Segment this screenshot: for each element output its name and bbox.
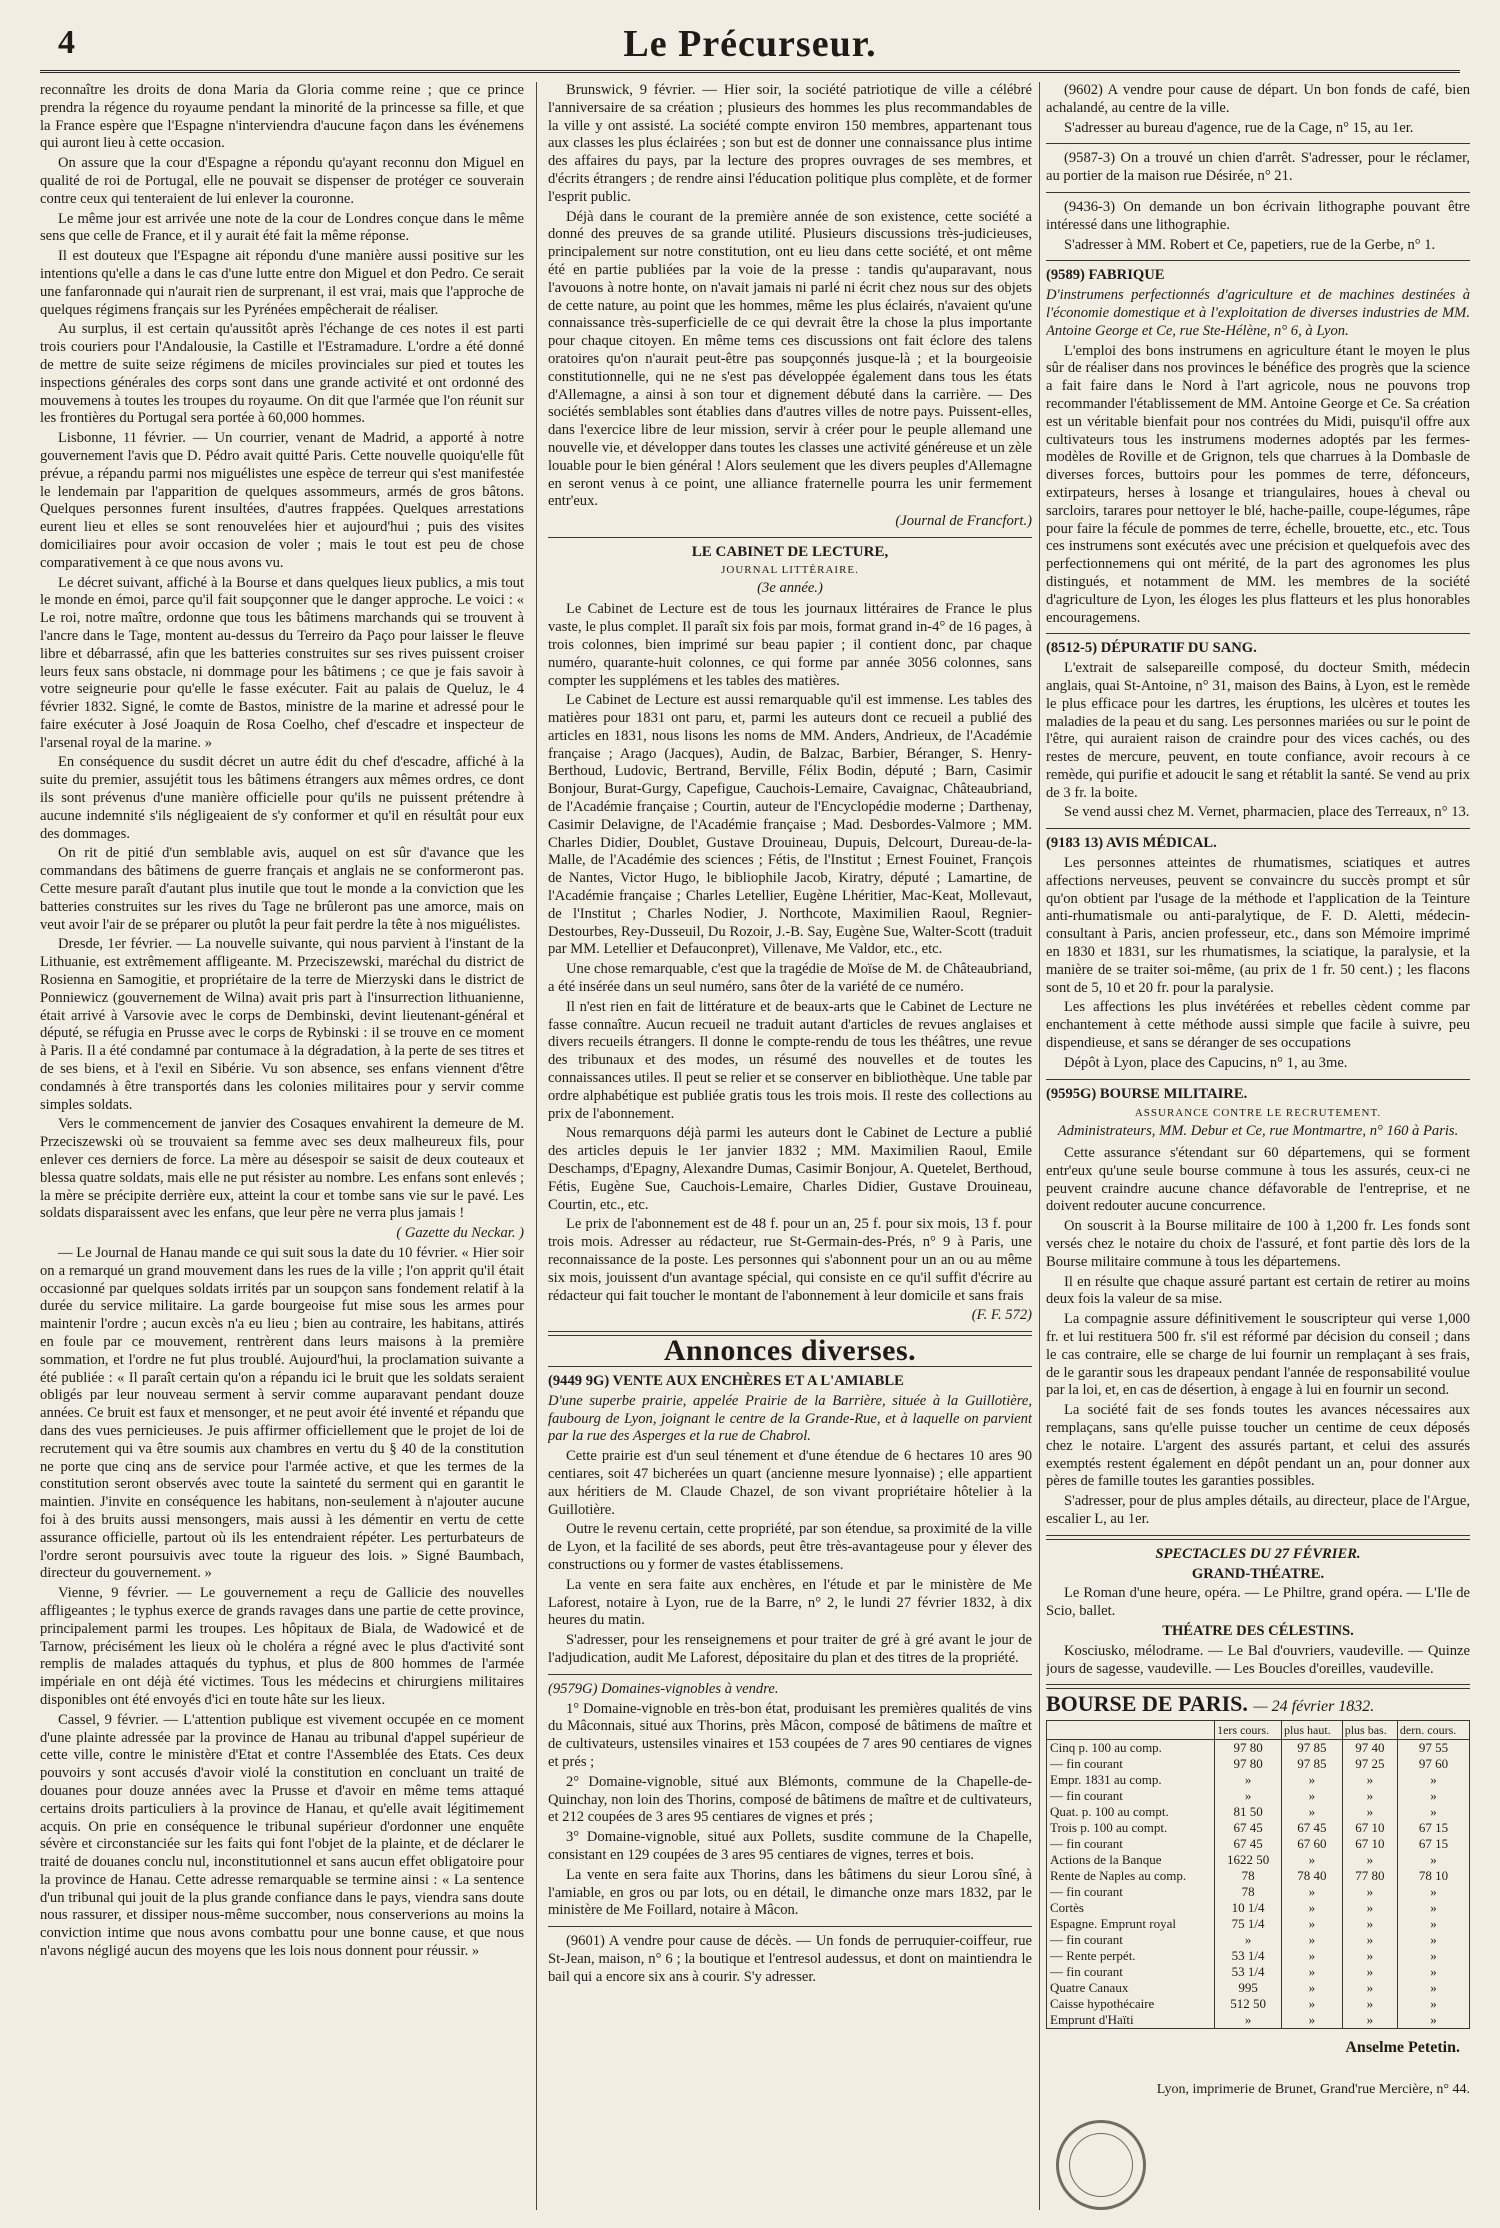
section-divider — [548, 1674, 1032, 1675]
section-divider — [548, 1926, 1032, 1927]
security-name: — fin courant — [1047, 1756, 1215, 1772]
table-row — [1047, 1756, 1470, 1772]
price-cell: » — [1342, 1980, 1397, 1996]
price-cell: » — [1397, 1916, 1469, 1932]
price-cell: 67 15 — [1397, 1836, 1469, 1852]
security-name: Caisse hypothécaire — [1047, 1996, 1215, 2012]
ad-paragraph: S'adresser à MM. Robert et Ce, papetiers, rue de la Gerbe, n° 1. — [1064, 236, 1436, 253]
price-cell: » — [1397, 1852, 1469, 1868]
price-cell: » — [1282, 1772, 1343, 1788]
table-row — [1047, 1868, 1470, 1884]
news-vienne: Vienne, 9 février. — Le gouvernement a reçu de Gallicie des nouvelles affligeantes ; le typhus exerce de grands ravages dans une partie de cette province, principalement parmi les troupes. Les hôpitaux de Biala, de Wadowicé et de Tarnow, précisément les lieux où le choléra a régné avec le plus d'activité sont remplis de malades attaqués du typhus, et plus de 800 hommes de l'armée impériale en ont déjà été victimes. Tous les médecins et chirurgiens militaires disponibles ont été envoyés d'ici en toute hâte sur les lieux. — [40, 1585, 524, 1708]
price-cell: 78 — [1215, 1868, 1282, 1884]
ad-subheading: D'instrumens perfectionnés d'agriculture et de machines destinées à l'économie domestique et à l'exploitation de diverses industries de MM. Antoine George et Ce, rue Ste-Hélène, n° 6, à Lyon. — [1046, 287, 1470, 339]
ad-paragraph: 3° Domaine-vignoble, situé aux Pollets, susdite commune de la Chapelle, consistant en 129 coupées de 3 ares 95 centiares de vignes, terres et bois. — [548, 1829, 1032, 1863]
price-cell: 67 45 — [1215, 1836, 1282, 1852]
table-header-row — [1047, 1721, 1470, 1740]
table-row — [1047, 1884, 1470, 1900]
column-1 — [40, 82, 524, 2210]
price-cell: » — [1397, 1804, 1469, 1820]
price-cell: 67 10 — [1342, 1836, 1397, 1852]
table-row — [1047, 1996, 1470, 2012]
security-name: — fin courant — [1047, 1932, 1215, 1948]
price-cell: » — [1342, 1996, 1397, 2012]
table-row — [1047, 1932, 1470, 1948]
grand-theatre-program: Le Roman d'une heure, opéra. — Le Philtre, grand opéra. — L'Ile de Scio, ballet. — [1046, 1585, 1470, 1620]
security-name: Quatre Canaux — [1047, 1980, 1215, 1996]
price-cell: » — [1342, 1804, 1397, 1820]
security-name: Trois p. 100 au compt. — [1047, 1820, 1215, 1836]
column-rule — [1039, 82, 1040, 2210]
security-name: Cortès — [1047, 1900, 1215, 1916]
masthead-title: Le Précurseur. — [623, 23, 877, 65]
section-divider — [548, 537, 1032, 538]
price-cell: 67 60 — [1282, 1836, 1343, 1852]
price-cell: » — [1397, 1980, 1469, 1996]
price-cell: » — [1282, 1884, 1343, 1900]
table-row — [1047, 1820, 1470, 1836]
ad-paragraph: Les personnes atteintes de rhumatismes, sciatiques et autres affections nerveuses, peuvent se convaincre du succès prompt et sûr qu'on obtient par l'usage de la méthode et l'application de la Teinture anti-rhumatismale ou anti-paralytique, de F. D. Aletti, médecin-consultant à Paris, ancien professeur, etc., dans son Mémoire imprimé en 1830 et 1831, sur les rhumatismes, la sciatique, la paralysie, et la manière de se traiter soi-même, (au prix de 1 fr. 50 cent.) ; les flacons sont de 5, 10 et 20 fr. pour la paralysie. — [1046, 855, 1470, 996]
price-cell: » — [1282, 1964, 1343, 1980]
price-cell: 97 85 — [1282, 1740, 1343, 1757]
ad-paragraph: S'adresser, pour les renseignemens et pour traiter de gré à gré avant le jour de l'adjudication, audit Me Laforest, dépositaire du plan et des titres de la propriété. — [548, 1632, 1032, 1666]
page-header — [40, 18, 1460, 73]
ad-paragraph: Les affections les plus invétérées et rebelles cèdent comme par enchantement à cette méthode aussi simple que facile à suivre, peu dispendieuse, et sans se déranger de ses occupations — [1046, 999, 1470, 1052]
price-cell: » — [1282, 1852, 1343, 1868]
price-cell: » — [1397, 1932, 1469, 1948]
bourse-date: — 24 février 1832. — [1253, 1698, 1375, 1716]
ad-heading: (9595G) BOURSE MILITAIRE. — [1046, 1085, 1248, 1102]
ad-subheading: D'une superbe prairie, appelée Prairie de la Barrière, située à la Guillotière, faubourg de Lyon, joignant le centre de la Grande-Rue, et à laquelle on parvient par la rue des Asperges et la rue de Chabrol. — [548, 1392, 1032, 1445]
table-row — [1047, 1772, 1470, 1788]
section-divider — [1046, 260, 1470, 261]
article-paragraph: Le même jour est arrivée une note de la cour de Londres conçue dans le même sens que celle de France, et il y aurait été fait la même réponse. — [40, 210, 524, 245]
table-row — [1047, 1740, 1470, 1757]
price-cell: » — [1397, 1884, 1469, 1900]
ad-paragraph: Nous remarquons déjà parmi les auteurs dont le Cabinet de Lecture a publié des articles depuis le 1er janvier 1832 ; MM. Maximilien Raoul, Emile Deschamps, d'Epagny, Alexandre Dumas, Casimir Bonjour, A. Quetelet, Berthoud, Fétis, Eugène Sue, Cauchois-Lemaire, Charles Didier, Gustave Drouineau, Courtin, etc., etc. — [548, 1125, 1032, 1213]
grand-theatre-title: GRAND-THÉATRE. — [1191, 1565, 1325, 1582]
price-cell: » — [1342, 1852, 1397, 1868]
ad-heading: (9589) FABRIQUE — [1046, 267, 1165, 284]
celestins-program: Kosciusko, mélodrame. — Le Bal d'ouvriers, vaudeville. — Quinze jours de sagesse, vaudeville. — Les Boucles d'oreilles, vaudeville. — [1046, 1642, 1470, 1677]
price-cell: 67 45 — [1215, 1820, 1282, 1836]
price-cell: » — [1215, 1788, 1282, 1804]
ad-subheading: Administrateurs, MM. Debur et Ce, rue Montmartre, n° 160 à Paris. — [1057, 1123, 1459, 1140]
section-divider — [1046, 1535, 1470, 1540]
table-row — [1047, 1916, 1470, 1932]
price-cell: » — [1342, 1964, 1397, 1980]
security-name: — fin courant — [1047, 1836, 1215, 1852]
price-cell: » — [1282, 1980, 1343, 1996]
price-cell: » — [1342, 1916, 1397, 1932]
ad-heading: (9183 13) AVIS MÉDICAL. — [1046, 835, 1217, 852]
price-cell: 67 10 — [1342, 1820, 1397, 1836]
ad-paragraph: Le Cabinet de Lecture est aussi remarquable qu'il est immense. Les tables des matières pour 1831 ont paru, et, parmi les auteurs dont ce recueil a publié des articles en 1831, nous lisons les noms de MM. Anders, Andrieux, de l'Académie française ; Arago (Jacques), Audin, de Balzac, Barbier, Béranger, S. Henry-Berthoud, Ludovic, Bertrand, Berville, Félix Bodin, député ; Barn, Casimir Bonjour, Burat-Gurgy, Capefigue, Cauchois-Lemaire, Cavaignac, Châteaubriand, de l'Académie française ; Courtin, auteur de l'Encyclopédie moderne ; Darthenay, Casimir Delavigne, de l'Académie française ; Mad. Desbordes-Valmore ; MM. Charles Didier, Doublet, Gustave Drouineau, Dupuis, Delcourt, Dureau-de-la-Malle, de l'Académie des sciences ; Fétis, de l'Institut ; Ernest Fouinet, François de Nantes, Victor Hugo, le bibliophile Jacob, Kiratry, député ; Lamartine, de l'Académie française ; Charles Letellier, Eugène Lhéritier, Mac-Keat, Mollevaut, de l'Institut ; Charles Nodier, J. Northcote, Maximilien Raoul, Regnier-Destourbes, Rey-Dusseuil, Du Rozoir, J.-B. Say, Eugène Sue, Walter-Scott (traduit par MM. Letellier et Defauconpret), Villenave, Me Valdor, etc., etc. — [548, 692, 1032, 958]
section-divider — [1046, 633, 1470, 634]
table-row — [1047, 1964, 1470, 1980]
bourse-title-text: BOURSE DE PARIS. — [1046, 1691, 1248, 1717]
article-paragraph: Il est douteux que l'Espagne ait répondu d'une manière aussi positive sur les intentions qu'elle a dans le cas d'une lutte entre don Miguel et don Pedro. Ce serait une fanfaronnade qui n'aurait rien de surprenant, il est vrai, mais que l'approche de quelques régimens français sur les Pyrénées empêcherait de réaliser. — [40, 248, 524, 318]
ad-paragraph: On souscrit à la Bourse militaire de 100 à 1,200 fr. Les fonds sont versés chez le notaire du choix de l'assuré, et font partie dès lors de la Bourse militaire commune à tous les départemens. — [1046, 1218, 1470, 1270]
printer-imprint: Lyon, imprimerie de Brunet, Grand'rue Mercière, n° 44. — [1156, 2081, 1470, 2097]
ad-paragraph: Le Cabinet de Lecture est de tous les journaux littéraires de France le plus vaste, le plus complet. Il paraît six fois par mois, format grand in-4° de 16 pages, à trois colonnes, bien imprimé sur beau papier ; il contient donc, par chaque numéro, quarante-huit colonnes, ce qui forme par année 3056 colonnes, sans compter les supplémens et les tables des matières. — [548, 601, 1032, 689]
news-lisbonne: Lisbonne, 11 février. — Un courrier, venant de Madrid, a apporté à notre gouvernement l'avis que D. Pédro avait quitté Paris. Cette nouvelle quoiqu'elle fût prévue, a répandu parmi nos miguélistes une espèce de terreur qui s'est manifestée le lendemain par l'apparition de quelques assommeurs, armés de gros bâtons. Quelques personnes furent insultées, d'autres frappées. Quelques arrestations eurent lieu et elles se sont renouvelées hier et aujourd'hui ; puis des visites domiciliaires pour avoir occasion de voler ; mais le tout est peu de chose comparativement à ce que nous avons vu. — [40, 430, 524, 571]
section-divider — [1046, 1079, 1470, 1080]
article-paragraph: reconnaître les droits de dona Maria da Gloria comme reine ; que ce prince prendra la régence du royaume pendant la minorité de la princesse sa fille, et que la France espère que l'Espagne n'interviendra d'aucune façon dans les événemens qui auront lieu à cette occasion. — [40, 82, 524, 152]
price-cell: 512 50 — [1215, 1996, 1282, 2012]
ad-paragraph: 2° Domaine-vignoble, situé aux Blémonts, commune de la Chapelle-de-Quinchay, non loin des Thorins, composé de bâtimens de maître et de cultivateurs, et 212 coupées de 3 ares 95 centiares de vignes et prés ; — [548, 1773, 1032, 1826]
table-row — [1047, 1836, 1470, 1852]
price-cell: 77 80 — [1342, 1868, 1397, 1884]
price-cell: » — [1397, 1964, 1469, 1980]
price-cell: 97 55 — [1397, 1740, 1469, 1757]
ad-heading: (8512-5) DÉPURATIF DU SANG. — [1046, 640, 1257, 657]
price-cell: » — [1342, 1884, 1397, 1900]
price-cell: » — [1397, 1900, 1469, 1916]
price-cell: » — [1282, 1932, 1343, 1948]
article-paragraph: En conséquence du susdit décret un autre édit du chef d'escadre, affiché à la suite du premier, assujétit tous les bâtimens étrangers aux mêmes ordres, ce dont ils sont prévenus d'une manière officielle pour qu'ils ne puissent prétendre à aucune indemnité s'ils négligeaient de s'y conformer et qu'il en résultât pour eux des dommages. — [40, 754, 524, 842]
price-cell: » — [1397, 1948, 1469, 1964]
price-cell: » — [1215, 1772, 1282, 1788]
price-cell: 81 50 — [1215, 1804, 1282, 1820]
table-header-cell: plus haut. — [1282, 1721, 1343, 1740]
table-row — [1047, 2012, 1470, 2029]
table-header-cell — [1047, 1721, 1215, 1740]
ad-heading: (9579G) Domaines-vignobles à vendre. — [548, 1680, 779, 1697]
library-stamp-icon — [1056, 2120, 1146, 2210]
price-cell: 53 1/4 — [1215, 1948, 1282, 1964]
security-name: — fin courant — [1047, 1884, 1215, 1900]
ad-paragraph: Le prix de l'abonnement est de 48 f. pour un an, 25 f. pour six mois, 13 f. pour trois mois. Adresser au rédacteur, rue St-Germain-des-Prés, n° 9 à Paris, une reconnaissance de la poste. Les personnes qui s'abonnent pour un an ou au même six mois, jouissent d'un avantage spécial, qui consiste en ce qu'il suffit d'écrire au rédacteur qui fait toucher le montant de l'abonnement à leur domicile et sans frais — [548, 1216, 1032, 1304]
column-3 — [1046, 82, 1470, 2210]
security-name: Cinq p. 100 au comp. — [1047, 1740, 1215, 1757]
price-cell: » — [1397, 2012, 1469, 2029]
security-name: Emprunt d'Haïti — [1047, 2012, 1215, 2029]
news-dresde: Dresde, 1er février. — La nouvelle suivante, qui nous parvient à l'instant de la Lithuanie, est extrêmement affligeante. M. Przeciszewski, maréchal du district de Rosienna en Samogitie, et propriétaire de la terre de Mierzyski dans le district de Ponniewicz (gouvernement de Wilna) avait pris part à l'insurrection lithuanienne, était arrivé à Varsovie avec le corps de Dembinski, devint lieutenant-général et député, se réfugia en Prusse avec le corps de Rybinski : il se trouve en ce moment à Paris. Il a été condamné par contumace à la dégradation, à la perte de ses titres et de ses biens, et à l'exil en Sibérie. Vu son absence, ses enfans viennent d'être condamnés à être transportés dans les colonies militaires pour y servir comme simples soldats. — [40, 936, 524, 1113]
bourse-title — [1046, 1691, 1470, 1717]
price-cell: 1622 50 — [1215, 1852, 1282, 1868]
article-paragraph: On assure que la cour d'Espagne a répondu qu'ayant reconnu don Miguel en qualité de roi de Portugal, elle ne pouvait se dispenser de protéger ce souverain contre ceux qui tenteraient de lui enlever la couronne. — [40, 155, 524, 207]
ad-paragraph: Se vend aussi chez M. Vernet, pharmacien, place des Terreaux, n° 13. — [1064, 804, 1470, 821]
price-cell: » — [1342, 1772, 1397, 1788]
bourse-table — [1046, 1720, 1470, 2029]
cabinet-title: LE CABINET DE LECTURE, — [691, 543, 889, 560]
ad-paragraph: (9436-3) On demande un bon écrivain lithographe pouvant être intéressé dans une lithographie. — [1046, 198, 1470, 233]
cabinet-subtitle: JOURNAL LITTÉRAIRE. — [721, 563, 859, 576]
price-cell: » — [1342, 2012, 1397, 2029]
table-row — [1047, 1900, 1470, 1916]
price-cell: 67 15 — [1397, 1820, 1469, 1836]
ad-paragraph: Outre le revenu certain, cette propriété, par son étendue, sa proximité de la ville de Lyon, et la facilité de ses abords, peut être très-avantageuse pour y élever des constructions ou y former de vastes établissemens. — [548, 1521, 1032, 1573]
price-cell: » — [1342, 1788, 1397, 1804]
ad-paragraph: 1° Domaine-vignoble en très-bon état, produisant les premières qualités de vins du Mâconnais, situé aux Thorins, près Mâcon, composé de bâtimens de maître et de cultivateurs, ustensiles vinaires et 153 coupées de 7 ares 90 centiares de vignes et prés ; — [548, 1700, 1032, 1770]
security-name: — fin courant — [1047, 1788, 1215, 1804]
security-name: — fin courant — [1047, 1964, 1215, 1980]
editor-signature: Anselme Petetin. — [1345, 2039, 1460, 2057]
section-divider — [1046, 192, 1470, 193]
table-row — [1047, 1852, 1470, 1868]
ad-paragraph: (9587-3) On a trouvé un chien d'arrêt. S'adresser, pour le réclamer, au portier de la maison rue Désirée, n° 21. — [1046, 150, 1470, 185]
ad-paragraph: La compagnie assure définitivement le souscripteur qui verse 1,000 fr. et lui restituera 500 fr. s'il est réformé par décision du conseil ; dans le cas contraire, elle se charge de lui fournir un remplaçant à ses frais, de le garantir sous les drapeaux pendant l'année de responsabilité voulue par la loi, et, en cas de désertion, à engage à lui en fournir un second. — [1046, 1311, 1470, 1399]
price-cell: 78 40 — [1282, 1868, 1343, 1884]
price-cell: 97 60 — [1397, 1756, 1469, 1772]
price-cell: 97 80 — [1215, 1740, 1282, 1757]
price-cell: » — [1282, 1916, 1343, 1932]
ad-reference: (F. F. 572) — [971, 1307, 1032, 1324]
security-name: Espagne. Emprunt royal — [1047, 1916, 1215, 1932]
price-cell: » — [1282, 1788, 1343, 1804]
ad-subheading: ASSURANCE CONTRE LE RECRUTEMENT. — [1134, 1107, 1382, 1120]
price-cell: 97 80 — [1215, 1756, 1282, 1772]
price-cell: » — [1215, 2012, 1282, 2029]
price-cell: » — [1397, 1788, 1469, 1804]
price-cell: 67 45 — [1282, 1820, 1343, 1836]
table-header-cell: 1ers cours. — [1215, 1721, 1282, 1740]
price-cell: 53 1/4 — [1215, 1964, 1282, 1980]
article-paragraph: Au surplus, il est certain qu'aussitôt après l'échange de ces notes il est parti trois couriers pour l'Andalousie, la Castille et l'Estramadure. L'ordre a été donné de mettre de suite seize régimens de miciles provinciales sur pied et toutes les inspections générales des corps sont dans une grande activité et ont ordonné des mouvemens à toutes les troupes du royaume. On dit que l'armée que l'on réunit sur les frontières du Portugal sera portée à 60,000 hommes. — [40, 321, 524, 427]
price-cell: » — [1342, 1900, 1397, 1916]
section-divider — [1046, 1684, 1470, 1689]
source-attribution: (Journal de Francfort.) — [895, 513, 1032, 530]
table-row — [1047, 1804, 1470, 1820]
ad-paragraph: La société fait de ses fonds toutes les avances nécessaires aux remplaçans, sans qu'elle puisse toucher un centime de ceux déposés chez le notaire. L'argent des assurés partant, et celui des assurés exemptés restent également en dépôt pendant un an, pour donner aux pères de famille toutes les garanties possibles. — [1046, 1402, 1470, 1490]
ad-paragraph: La vente en sera faite aux enchères, en l'étude et par le ministère de Me Laforest, notaire à Lyon, rue de la Barre, n° 2, le lundi 27 février 1832, à dix heures du matin. — [548, 1576, 1032, 1629]
price-cell: » — [1282, 2012, 1343, 2029]
security-name: Rente de Naples au comp. — [1047, 1868, 1215, 1884]
ad-paragraph: L'emploi des bons instrumens en agriculture étant le moyen le plus sûr de réaliser dans nos provinces le bénéfice des progrès que la science a fait faire dans le Nord à l'art agricole, nous ne pouvons trop recommander l'établissement de MM. Antoine George et Ce. Sa création est un véritable bienfait pour nos contrées du Midi, puisqu'il offre aux cultivateurs tous les instrumens modernes adoptés par les fermes-modèles de Roville et de Grignon, tels que charrues à la Dombasle de diverses forces, buttoirs pour les pommes de terre, défonceurs, extirpateurs, herses à losange et triangulaires, houes à cheval ou sarcloirs, tarares pour nettoyer le blé, hache-paille, coupe-légumes, râpe pour faire la fécule de pommes de terre, échelle, brouette, etc., etc. Tous ces instrumens sont exécutés avec une précision et quelquefois avec des perfectionnemens qui ont mérité, de la part des agronomes les plus distingués, et notamment de MM. les membres de la société d'agriculture de Lyon, les éloges les plus flatteurs et les plus honorables encouragemens. — [1046, 342, 1470, 626]
price-cell: » — [1342, 1932, 1397, 1948]
bourse-table-body — [1047, 1740, 1470, 2029]
ad-paragraph: Il en résulte que chaque assuré partant est certain de retirer au moins deux fois la valeur de sa mise. — [1046, 1273, 1470, 1308]
price-cell: » — [1282, 1996, 1343, 2012]
column-2 — [548, 82, 1032, 2210]
section-divider — [1046, 828, 1470, 829]
column-rule — [536, 82, 537, 2210]
spectacles-title: SPECTACLES DU 27 FÉVRIER. — [1155, 1545, 1361, 1562]
price-cell: 75 1/4 — [1215, 1916, 1282, 1932]
ad-paragraph: (9601) A vendre pour cause de décès. — Un fonds de perruquier-coiffeur, rue St-Jean, maison, n° 6 ; la boutique et l'entresol audessus, et dont on maintiendra le bail qui a encore six ans à courir. S'y adresser. — [548, 1933, 1032, 1985]
ad-paragraph: S'adresser, pour de plus amples détails, au directeur, place de l'Argue, escalier L, au 1er. — [1046, 1493, 1470, 1527]
table-header-cell: plus bas. — [1342, 1721, 1397, 1740]
ad-paragraph: Il n'est rien en fait de littérature et de beaux-arts que le Cabinet de Lecture ne fasse connaître. Aucun recueil ne traduit autant d'articles de revues anglaises et divers recueils étrangers. Il donne le compte-rendu de tous les théâtres, une revue des tribunaux et des modes, un résumé des nouvelles et de toutes les connaissances utiles. Il peut se relier et se conserver en bibliothèque. Une table par ordre alphabétique est publiée gratis tous les trois mois. Il reste des collections au prix de l'abonnement. — [548, 998, 1032, 1122]
price-cell: » — [1342, 1948, 1397, 1964]
cabinet-year: (3e année.) — [757, 579, 823, 596]
price-cell: 78 — [1215, 1884, 1282, 1900]
table-row — [1047, 1980, 1470, 1996]
price-cell: 97 25 — [1342, 1756, 1397, 1772]
price-cell: » — [1215, 1932, 1282, 1948]
ad-paragraph: Cette assurance s'étendant sur 60 départemens, qui se forment entr'eux qu'une seule bourse commune à tous les assurés, ceux-ci ne peuvent craindre aucune chance défavorable de l'entreprise, et ne doivent redouter aucune concurrence. — [1046, 1145, 1470, 1215]
page-number: 4 — [58, 24, 75, 61]
price-cell: 97 40 — [1342, 1740, 1397, 1757]
source-attribution: ( Gazette du Neckar. ) — [396, 1225, 524, 1242]
ad-paragraph: Cette prairie est d'un seul ténement et d'une étendue de 6 hectares 10 ares 90 centiares, soit 47 bicherées un quart (ancienne mesure lyonnaise) ; elle appartient aux héritiers de M. Claude Chazel, de son vivant propriétaire hôtelier à la Guillotière. — [548, 1448, 1032, 1518]
article-paragraph: On rit de pitié d'un semblable avis, auquel on est sûr d'avance que les commandans des bâtimens de guerre français et anglais ne se conformeront pas. Cette mesure paraît d'autant plus inutile que tout le monde a la conviction que les batteries construites sur les rives du Tage ne brûleront pas une amorce, mais on veut avoir l'air de se préparer ou plutôt la peur fait perdre la tête à nos miguélistes. — [40, 845, 524, 933]
ad-paragraph: Dépôt à Lyon, place des Capucins, n° 1, au 3me. — [1064, 1054, 1348, 1071]
security-name: Empr. 1831 au comp. — [1047, 1772, 1215, 1788]
security-name: Quat. p. 100 au compt. — [1047, 1804, 1215, 1820]
table-row — [1047, 1788, 1470, 1804]
ad-paragraph: La vente en sera faite aux Thorins, dans les bâtimens du sieur Lorou sîné, à l'amiable, en gros ou par lots, ou en détail, le dimanche onze mars 1832, par le ministère de Me Foillard, notaire à Mâcon. — [548, 1866, 1032, 1919]
article-paragraph: Le décret suivant, affiché à la Bourse et dans quelques lieux publics, a mis tout le monde en émoi, parce qu'il fait soupçonner que le danger approche. Le voici : « Le roi, notre maître, ordonne que tous les bâtimens marchands qui se trouvent à l'ancre dans le Tage, montent au-dessus du Terreiro da Paço pour laisser le fleuve libre et débarrassé, afin que les batteries construites sur ses rives puissent croiser leurs feux sans obstacle, ni dommage pour les bâtimens ; ce que je fais savoir à votre seigneurie pour qu'elle le fasse exécuter. Fait au palais de Queluz, le 4 février 1832. Signé, le comte de Bastos, ministre de la marine et adressé pour le faire exécuter à José Joaquin de Rosa Coelho, chef d'escadre et inspecteur de l'arsenal royal de la marine. » — [40, 574, 524, 751]
news-brunswick: Brunswick, 9 février. — Hier soir, la société patriotique de ville a célébré l'anniversaire de sa création ; plusieurs des hommes les plus recommandables de la ville y ont assisté. La société compte environ 150 membres, appartenant tous aux classes les plus éclairées ; son but est de donner une connaissance plus intime des affaires du pays, par la lecture des propres ouvrages de ses membres, et d'écrits étrangers ; de rendre ainsi l'éducation politique plus complète, et de former l'esprit public. — [548, 82, 1032, 205]
ad-paragraph: L'extrait de salsepareille composé, du docteur Smith, médecin anglais, quai St-Antoine, n° 31, maison des Bains, à Lyon, est le remède le plus efficace pour les dartres, les éruptions, les ulcères et toutes les maladies de la peau et du sang. Les personnes mariées ou sur le point de l'être, qui auraient raison de craindre pour des vices cachés, ou des restes de mercure, peuvent, en toute confiance, avoir recours à ce remède, qui purifie et adoucit le sang et rétablit la santé. Se vend au prix de 3 fr. la boite. — [1046, 660, 1470, 801]
price-cell: 10 1/4 — [1215, 1900, 1282, 1916]
annonces-heading: Annonces diverses. — [663, 1334, 917, 1368]
table-row — [1047, 1948, 1470, 1964]
price-cell: » — [1282, 1804, 1343, 1820]
price-cell: » — [1397, 1996, 1469, 2012]
price-cell: 97 85 — [1282, 1756, 1343, 1772]
price-cell: 995 — [1215, 1980, 1282, 1996]
price-cell: » — [1397, 1772, 1469, 1788]
price-cell: » — [1282, 1900, 1343, 1916]
ad-heading-text: (9449 9G) VENTE AUX ENCHÈRES ET A L'AMIABLE — [548, 1372, 904, 1389]
article-paragraph: Vers le commencement de janvier des Cosaques envahirent la demeure de M. Przeciszewski où se trouvaient sa femme avec ses deux malheureux fils, pour enlever ces derniers de force. La mère au désespoir se saisit de deux couteaux et blessa quatre soldats, mais elle ne put résister au nombre. Les enfans sont enlevés ; la mère se précipite derrière eux, atteint la cour et tombe sans vie sur le pavé. Les soldats disparaissent avec les enfans, que leur père ne verra plus jamais ! — [40, 1116, 524, 1222]
security-name: Actions de la Banque — [1047, 1852, 1215, 1868]
section-divider — [1046, 143, 1470, 144]
article-paragraph: Déjà dans le courant de la première année de son existence, cette société a donné des preuves de sa grande utilité. Plusieurs discussions très-judicieuses, principalement sur notre constitution, ont eu lieu dans cette société, et ont même été en partie publiées par la voie de la presse : tandis qu'auparavant, nous l'avouons à notre honte, on n'avait jamais ni parlé ni écrit chez nous sur des objets de cette nature, au point que les hommes, même les plus éclairés, n'avaient qu'une connaissance très-superficielle de ce qui devrait être la chose la plus importante pour chaque citoyen. En même tems ces discussions ont fait éclore des talens oratoires qu'on n'aurait peut-être pas soupçonnés jusque-là ; et la bourgeoisie constitutionnelle, qui ne ne s'est pas développée également dans tous les états d'Allemagne, a ainsi à son tour et dignement débuté dans la carrière. — Des sociétés semblables sont établies dans d'autres villes de notre pays. Puissent-elles, dans l'exercice libre de leur mission, servir à créer pour le peuple allemand une nouvelle vie, et développer dans toutes les classes une activité généreuse et un zèle louable pour le bien général ! Alors seulement que les divers peuples d'Allemagne en seront venus à ce point, une alliance fraternelle pourra les unir fermement entr'eux. — [548, 208, 1032, 510]
security-name: — Rente perpét. — [1047, 1948, 1215, 1964]
ad-heading — [548, 1373, 1032, 1391]
ad-paragraph: S'adresser au bureau d'agence, rue de la Cage, n° 15, au 1er. — [1064, 119, 1414, 136]
news-cassel: Cassel, 9 février. — L'attention publique est vivement occupée en ce moment d'une plainte adressée par la province de Hanau au tribunal d'appel supérieur de cette ville, contre le ministère d'Etat et contre l'Assemblée des Etats. Ces deux pouvoirs y sont accusés d'avoir violé la constitution en concluant un traité de douanes pour douze années avec la Prusse et d'avoir en même tems attaqué certains droits particuliers à la province de Hanau, et qu'elle avait légitimement acquis. On prie en conséquence le tribunal supérieur d'ordonner une enquête sévère et circonstanciée sur les faits qui font l'objet de la plainte, et de déclarer le traité de douanes conclu nul, inconstitutionnel et sans aucun effet obligatoire pour la province de Hanau. Cette adresse remarquable se termine ainsi : « La sentence d'un tribunal qui jouit de la plus grande confiance dans le pays, viendra sans doute nous rassurer, et dissiper nous-même succomber, nous conserverions au moins la conviction intime que nous avons combattu pour une bonne cause, et que nous n'avons négligé aucun des moyens que les lois nous donnent pour réussir. » — [40, 1711, 524, 1960]
celestins-title: THÉATRE DES CÉLESTINS. — [1162, 1622, 1354, 1639]
ad-paragraph: Une chose remarquable, c'est que la tragédie de Moïse de M. de Châteaubriand, a été insérée dans un seul numéro, sans ôter de la variété de ce numéro. — [548, 961, 1032, 996]
table-header-cell: dern. cours. — [1397, 1721, 1469, 1740]
news-hanau: — Le Journal de Hanau mande ce qui suit sous la date du 10 février. « Hier soir on a remarqué un grand mouvement dans les rues de la ville ; l'on apprit qu'il était occasionné par quelques soldats irrités par un soupçon sans fondement relatif à la durée du service militaire. La garde bourgeoise fut mise sous les armes pour maintenir l'ordre ; aucun excès n'a eu lieu ; bien au contraire, les habitans, attirés en foule par ce mouvement, rentrèrent dans leurs maisons à la première sommation, et l'ordre ne fut plus troublé. Aujourd'hui, la proclamation suivante a été publiée : « Il paraît certain qu'on a répandu ici le bruit que les soldats seraient obligés par leur nouveau serment à servir comme auparavant pendant douze années. Ce bruit est faux et mensonger, et ne peut avoir été inventé et répandu que dans des vues pernicieuses. Je puis affirmer officiellement que le projet de loi de recrutement qui va être soumis aux chambres en vertu du § 40 de la constitution ne porte que cinq ans de service pour l'armée active, et que les termes de la constitution seront observés avec toute la sainteté du serment qui en garantit le maintien. J'invite en conséquence les habitans, non-seulement à n'ajouter aucune foi à des bruits aussi mensongers, mais aussi à les démentir en vertu de cette assurance officielle, partout où ils les entendraient répéter. Les perturbateurs de l'ordre seront poursuivis avec toute la rigueur des lois. » Signé Baumbach, directeur du gouvernement. » — [40, 1245, 524, 1582]
price-cell: » — [1282, 1948, 1343, 1964]
price-cell: 78 10 — [1397, 1868, 1469, 1884]
ad-paragraph: (9602) A vendre pour cause de départ. Un bon fonds de café, bien achalandé, au centre de la ville. — [1046, 82, 1470, 116]
